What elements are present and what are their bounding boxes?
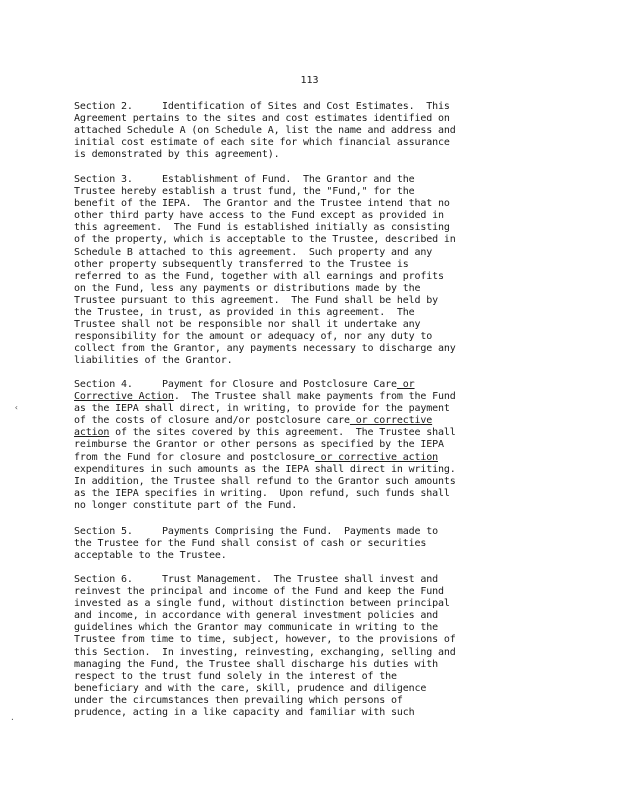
text-line xyxy=(74,488,554,500)
text-line xyxy=(74,464,554,476)
text-run: from the Fund for closure and postclosure xyxy=(74,451,315,463)
text-run: . The Trustee shall make payments from the Fund xyxy=(173,391,456,403)
text-line xyxy=(74,550,554,562)
text-run: acceptable to the Trustee. xyxy=(74,550,227,562)
text-run: Section 6. Trust Management. The Trustee shall invest and xyxy=(74,574,438,585)
section-6 xyxy=(74,574,554,719)
text-run: as the IEPA shall direct, in writing, to provide for the payment xyxy=(74,403,450,415)
text-line xyxy=(74,247,554,259)
section-3 xyxy=(74,174,554,368)
text-run: prudence, acting in a like capacity and familiar with such xyxy=(74,707,415,719)
text-line xyxy=(74,476,554,488)
text-line xyxy=(74,101,554,113)
text-line xyxy=(74,415,554,427)
text-run: Trustee pursuant to this agreement. The Fund shall be held by xyxy=(74,294,438,306)
text-line xyxy=(74,283,554,295)
underlined-insertion: Corrective Action xyxy=(74,391,174,403)
text-line xyxy=(74,125,554,137)
underlined-insertion: action xyxy=(74,427,110,439)
text-run: respect to the trust fund solely in the interest of the xyxy=(74,670,397,682)
text-line xyxy=(74,622,554,634)
section-2 xyxy=(74,101,554,161)
text-run: the Trustee for the Fund shall consist of cash or securities xyxy=(74,538,427,550)
text-run: Trustee shall not be responsible nor shall it undertake any xyxy=(74,319,421,331)
text-line xyxy=(74,391,554,403)
text-line xyxy=(74,695,554,707)
text-run: other third party have access to the Fund except as provided in xyxy=(74,210,444,222)
text-run: reinvest the principal and income of the Fund and keep the Fund xyxy=(74,586,444,598)
section-4 xyxy=(74,379,554,512)
text-line xyxy=(74,683,554,695)
text-line xyxy=(74,137,554,149)
text-line xyxy=(74,210,554,222)
text-run: Agreement pertains to the sites and cost estimates identified on xyxy=(74,113,450,125)
text-run: of the property, which is acceptable to the Trustee, described in xyxy=(74,234,456,246)
text-line xyxy=(74,427,554,439)
text-line xyxy=(74,186,554,198)
text-line xyxy=(74,149,554,161)
text-line xyxy=(74,355,554,367)
text-line xyxy=(74,259,554,271)
text-line xyxy=(74,319,554,331)
text-line xyxy=(74,439,554,451)
text-run: beneficiary and with the care, skill, prudence and diligence xyxy=(74,682,427,694)
text-line xyxy=(74,574,554,586)
text-run: expenditures in such amounts as the IEPA shall direct in writing. xyxy=(74,463,456,475)
text-line xyxy=(74,295,554,307)
text-line xyxy=(74,634,554,646)
underlined-insertion: or corrective action xyxy=(314,451,438,463)
text-run: under the circumstances then prevailing which persons of xyxy=(74,694,403,706)
text-line xyxy=(74,452,554,464)
text-run: of the costs of closure and/or postclosure care xyxy=(74,415,350,427)
text-line xyxy=(74,538,554,550)
text-line xyxy=(74,174,554,186)
text-run: liabilities of the Grantor. xyxy=(74,355,233,367)
text-line xyxy=(74,113,554,125)
page-number: 113 xyxy=(300,75,319,86)
text-run: Section 3. Establishment of Fund. The Grantor and the xyxy=(74,174,415,185)
underlined-insertion: or corrective xyxy=(349,415,433,427)
text-line xyxy=(74,222,554,234)
text-line xyxy=(74,586,554,598)
text-line xyxy=(74,659,554,671)
text-run: responsibility for the amount or adequacy of, nor any duty to xyxy=(74,331,433,343)
text-run: guidelines which the Grantor may communicate in writing to the xyxy=(74,622,438,634)
text-run: managing the Fund, the Trustee shall discharge his duties with xyxy=(74,658,438,670)
text-line xyxy=(74,379,554,391)
text-line xyxy=(74,403,554,415)
text-line xyxy=(74,647,554,659)
text-line xyxy=(74,234,554,246)
text-run: Trustee from time to time, subject, however, to the provisions of xyxy=(74,634,456,646)
text-run: Trustee hereby establish a trust fund, the "Fund," for the xyxy=(74,186,415,198)
scan-speck: ‹ xyxy=(14,403,19,412)
text-run: Section 2. Identification of Sites and Cost Estimates. This xyxy=(74,101,450,112)
text-line xyxy=(74,671,554,683)
text-line xyxy=(74,707,554,719)
text-run: and income, in accordance with general investment policies and xyxy=(74,610,438,622)
text-line xyxy=(74,198,554,210)
text-run: is demonstrated by this agreement). xyxy=(74,149,280,161)
text-line xyxy=(74,500,554,512)
text-run: as the IEPA specifies in writing. Upon refund, such funds shall xyxy=(74,487,450,499)
text-run: other property subsequently transferred to the Trustee is xyxy=(74,258,409,270)
underlined-insertion: or xyxy=(396,379,415,390)
scan-speck: · xyxy=(10,715,15,724)
text-line xyxy=(74,343,554,355)
text-run: attached Schedule A (on Schedule A, list the name and address and xyxy=(74,125,456,137)
text-run: this Section. In investing, reinvesting, exchanging, selling and xyxy=(74,646,456,658)
text-run: of the sites covered by this agreement. The Trustee shall xyxy=(109,427,456,439)
text-run: no longer constitute part of the Fund. xyxy=(74,499,298,511)
text-line xyxy=(74,610,554,622)
text-run: the Trustee, in trust, as provided in this agreement. The xyxy=(74,307,415,319)
text-run: initial cost estimate of each site for which financial assurance xyxy=(74,137,450,149)
text-run: invested as a single fund, without distinction between principal xyxy=(74,598,450,610)
text-line xyxy=(74,271,554,283)
text-run: this agreement. The Fund is established initially as consisting xyxy=(74,222,450,234)
text-run: referred to as the Fund, together with all earnings and profits xyxy=(74,270,444,282)
text-run: Schedule B attached to this agreement. Such property and any xyxy=(74,246,433,258)
text-run: on the Fund, less any payments or distributions made by the xyxy=(74,282,421,294)
text-line xyxy=(74,598,554,610)
text-run: reimburse the Grantor or other persons as specified by the IEPA xyxy=(74,439,444,451)
text-run: In addition, the Trustee shall refund to the Grantor such amounts xyxy=(74,475,456,487)
section-5 xyxy=(74,526,554,562)
text-line xyxy=(74,331,554,343)
text-run: collect from the Grantor, any payments necessary to discharge any xyxy=(74,343,456,355)
text-run: Section 5. Payments Comprising the Fund. Payments made to xyxy=(74,526,438,537)
text-run: Section 4. Payment for Closure and Postclosure Care xyxy=(74,379,397,390)
text-line xyxy=(74,526,554,538)
text-line xyxy=(74,307,554,319)
text-run: benefit of the IEPA. The Grantor and the Trustee intend that no xyxy=(74,198,450,210)
